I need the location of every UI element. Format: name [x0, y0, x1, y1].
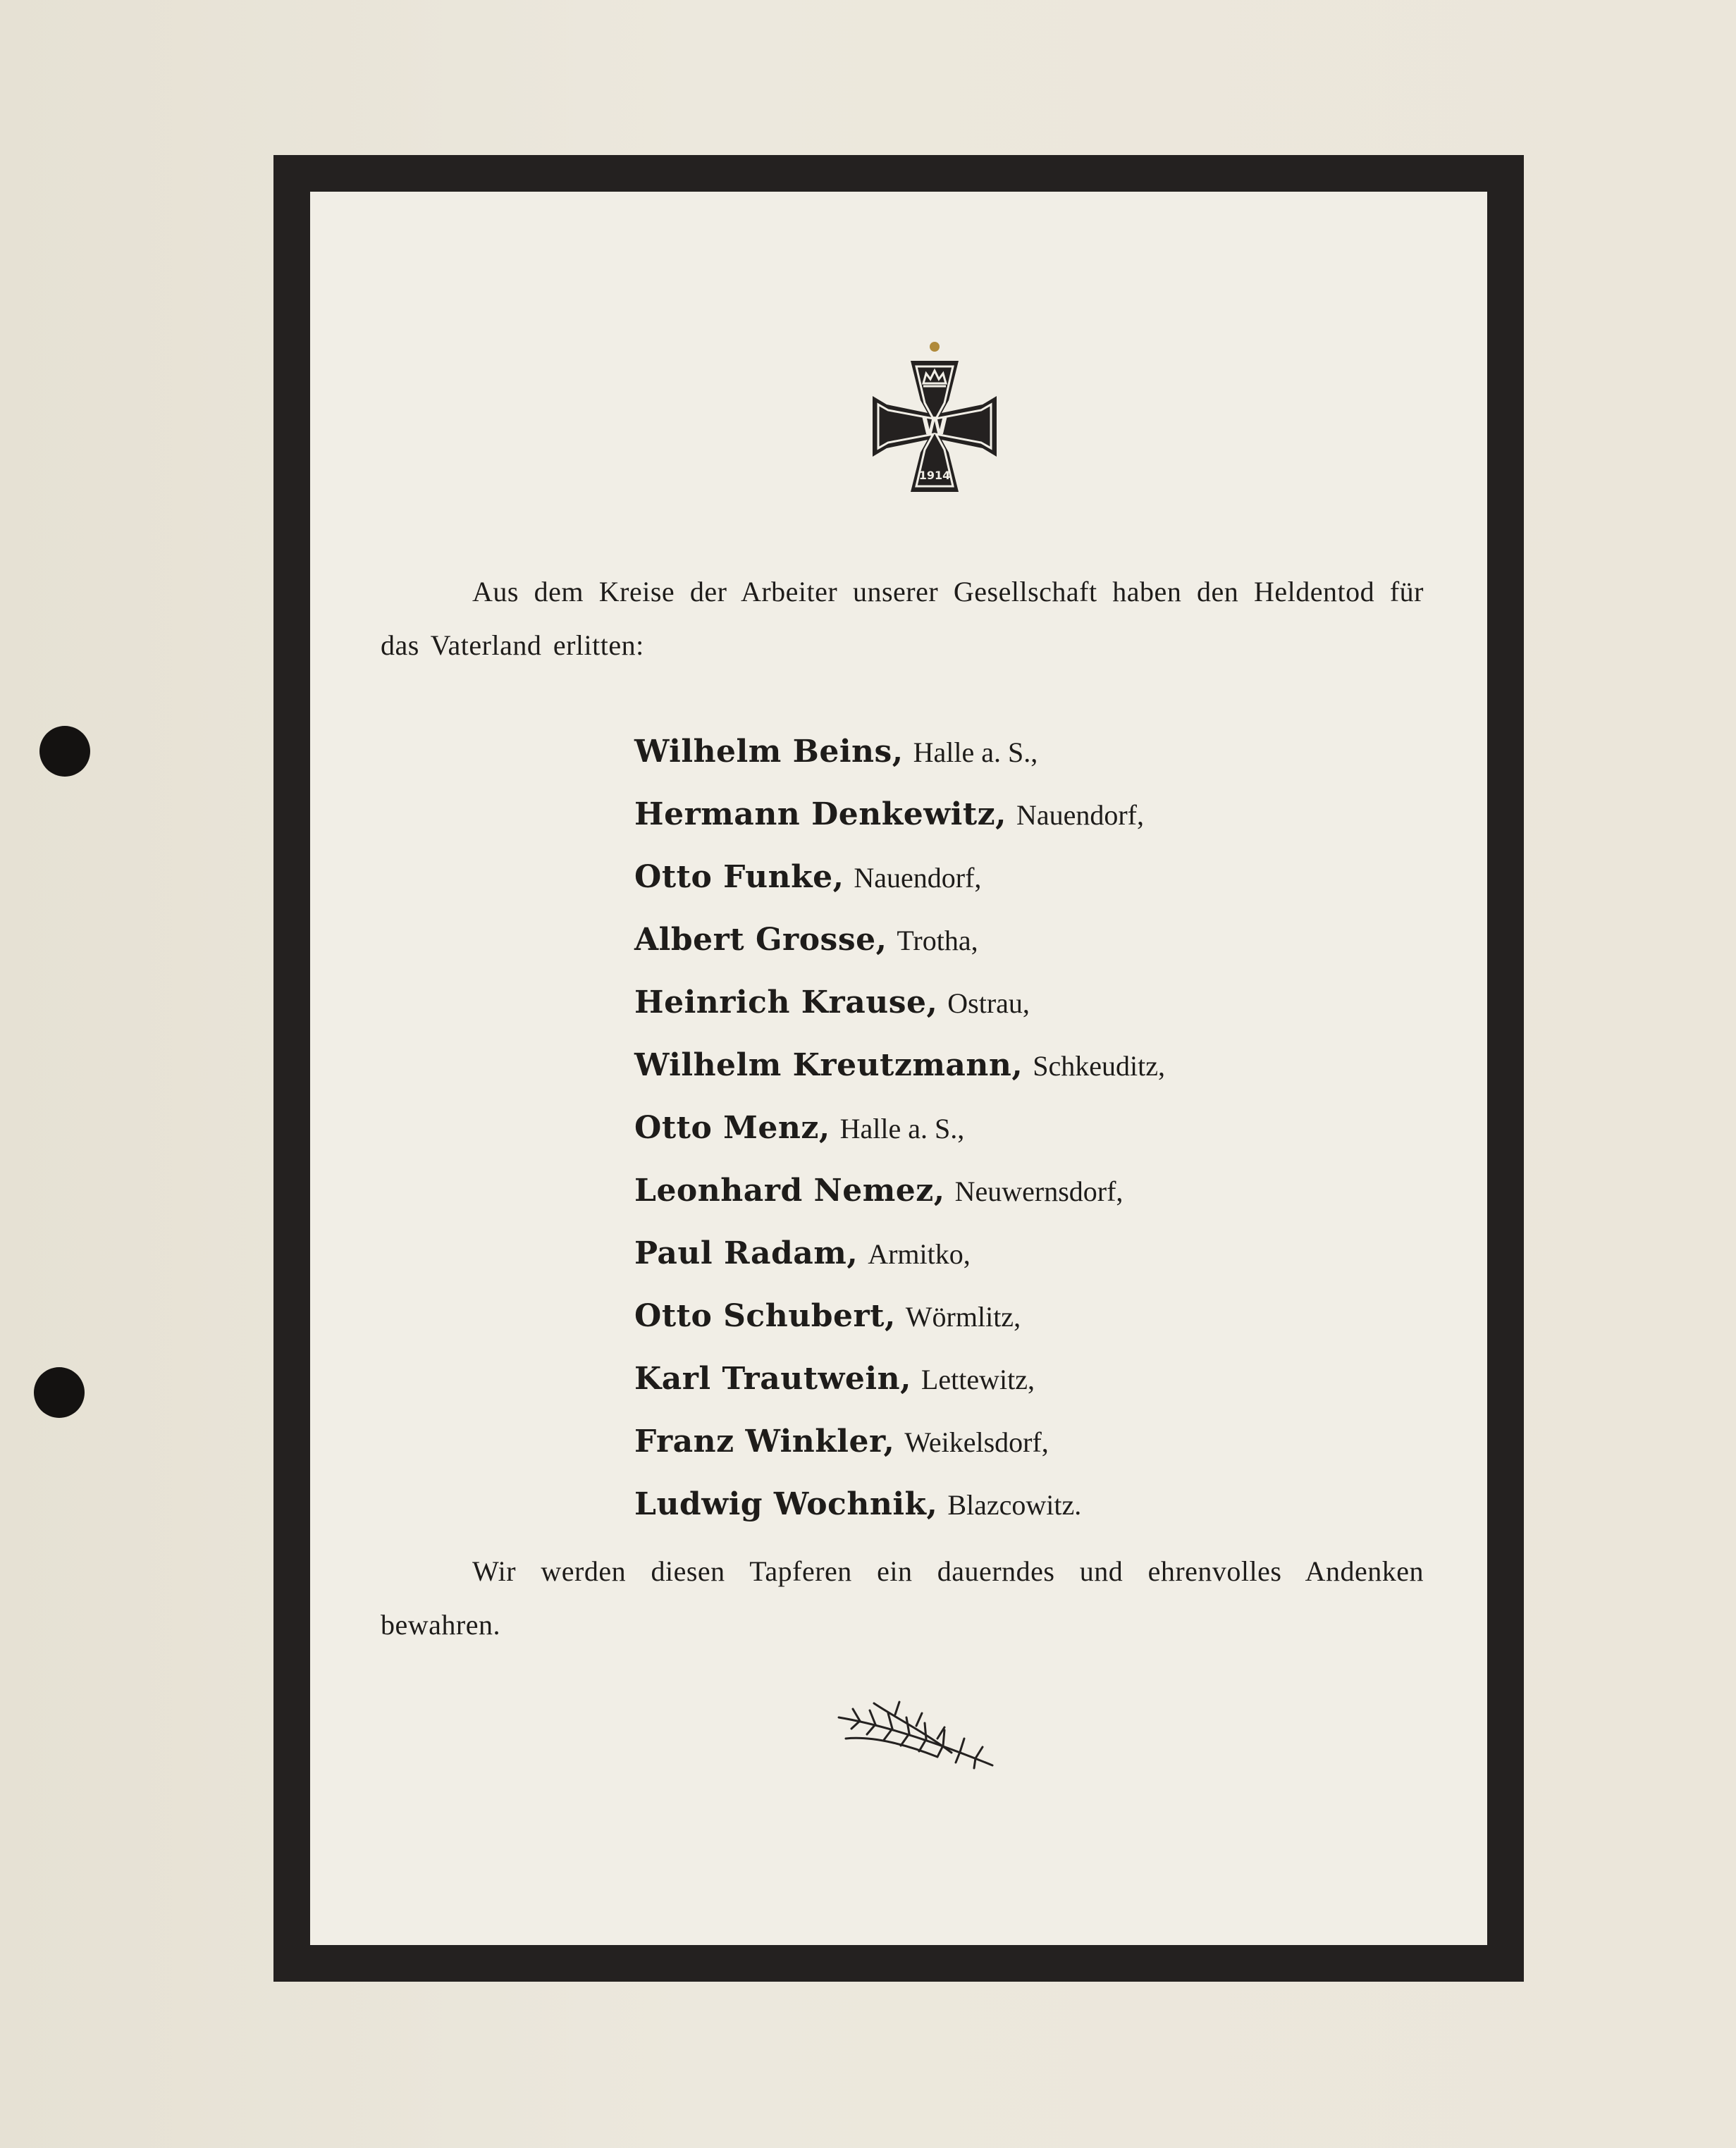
fallen-name: Heinrich Krause, [634, 984, 938, 1020]
fallen-name: Franz Winkler, [634, 1424, 895, 1459]
intro-text: Aus dem Kreise der Arbeiter unserer Gesellschaft haben den Heldentod für das Vaterland erlitten: [381, 576, 1424, 661]
fallen-name: Otto Schubert, [634, 1298, 896, 1334]
list-item [634, 720, 1445, 783]
fallen-place: Nauendorf, [854, 862, 982, 894]
fallen-name: Leonhard Nemez, [634, 1173, 945, 1209]
punch-hole-upper [39, 726, 90, 777]
fallen-place: Ostrau, [947, 987, 1030, 1019]
fallen-place: Neuwernsdorf, [954, 1175, 1124, 1207]
fallen-place: Trotha, [897, 925, 978, 956]
fallen-place: Wörmlitz, [905, 1301, 1021, 1333]
fallen-name: Karl Trautwein, [634, 1361, 911, 1397]
list-item [634, 908, 1445, 971]
list-item [634, 1347, 1445, 1410]
list-item [634, 1222, 1445, 1285]
fallen-place: Weikelsdorf, [904, 1426, 1049, 1458]
fallen-place: Lettewitz, [921, 1364, 1035, 1395]
fallen-name: Paul Radam, [634, 1235, 858, 1271]
outro-text: Wir werden diesen Tapferen ein dauerndes und ehrenvolles Andenken bewahren. [381, 1555, 1424, 1641]
list-item [634, 1097, 1445, 1159]
list-item [634, 1410, 1445, 1473]
fallen-place: Armitko, [868, 1238, 971, 1270]
list-item [634, 1034, 1445, 1097]
fallen-place: Blazcowitz. [947, 1489, 1082, 1521]
mourning-frame [273, 155, 1524, 1982]
iron-cross-icon [861, 340, 1008, 513]
fallen-place: Nauendorf, [1016, 799, 1145, 831]
cross-letter: W [921, 412, 948, 440]
fallen-place: Halle a. S., [839, 1113, 965, 1144]
cross-year: 1914 [918, 469, 951, 482]
punch-hole-lower [34, 1367, 85, 1418]
fallen-name: Otto Funke, [634, 859, 844, 895]
fallen-name: Hermann Denkewitz, [634, 796, 1006, 832]
fallen-list [634, 720, 1445, 1536]
palm-branch-icon [832, 1689, 1001, 1774]
list-item [634, 783, 1445, 846]
memorial-content [310, 192, 1487, 1945]
fallen-place: Halle a. S., [913, 736, 1038, 768]
list-item [634, 1159, 1445, 1222]
list-item [634, 1285, 1445, 1347]
fallen-name: Ludwig Wochnik, [634, 1486, 938, 1522]
fallen-name: Wilhelm Beins, [634, 734, 904, 770]
list-item [634, 971, 1445, 1034]
fallen-place: Schkeuditz, [1033, 1050, 1165, 1082]
list-item [634, 1473, 1445, 1536]
fallen-name: Wilhelm Kreutzmann, [634, 1047, 1023, 1083]
fallen-name: Albert Grosse, [634, 922, 887, 958]
list-item [634, 846, 1445, 908]
fallen-name: Otto Menz, [634, 1110, 830, 1146]
